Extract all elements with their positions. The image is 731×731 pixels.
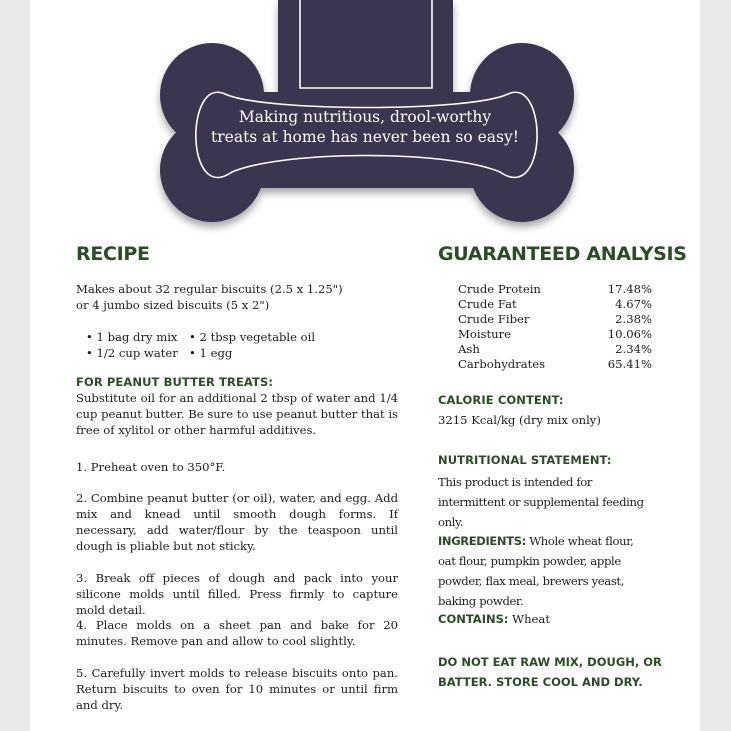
ingredients-block (438, 531, 653, 611)
contains-text: Wheat (512, 612, 550, 626)
recipe-heading: RECIPE (76, 243, 150, 265)
analysis-label: Crude Fiber (458, 312, 530, 326)
analysis-table (458, 282, 652, 372)
calorie-heading: CALORIE CONTENT: (438, 393, 564, 407)
yield-line-2: or 4 jumbo sized biscuits (5 x 2") (76, 298, 270, 312)
analysis-label: Ash (458, 342, 480, 356)
step-4: 4. Place molds on a sheet pan and bake for 20 minutes. Remove pan and allow to cool slightly. (76, 618, 398, 648)
analysis-value: 2.34% (615, 342, 652, 356)
ingredient-row (86, 345, 315, 361)
storage-warning (438, 652, 678, 692)
calorie-text: 3215 Kcal/kg (dry mix only) (438, 413, 601, 427)
peanut-butter-text: Substitute oil for an additional 2 tbsp of water and 1/4 cup peanut butter. Be sure to use peanut butter that is free of xylitol or other harmful additives. (76, 391, 398, 437)
peanut-butter-heading: FOR PEANUT BUTTER TREATS: (76, 375, 274, 389)
analysis-value: 65.41% (607, 357, 652, 371)
analysis-row (458, 357, 652, 372)
ingredient-item: • 2 tbsp vegetable oil (189, 330, 316, 344)
nutritional-heading: NUTRITIONAL STATEMENT: (438, 453, 612, 467)
yield-line-1: Makes about 32 regular biscuits (2.5 x 1.25") (76, 282, 343, 296)
ingredient-item: • 1 egg (189, 346, 233, 360)
analysis-row (458, 342, 652, 357)
step-1: 1. Preheat oven to 350°F. (76, 460, 226, 474)
recipe-yield (76, 281, 398, 313)
nutritional-text: This product is intended for intermittent or supplemental feeding only. (438, 475, 644, 529)
analysis-value: 4.67% (615, 297, 652, 311)
analysis-value: 10.06% (607, 327, 652, 341)
warning-line-2: BATTER. STORE COOL AND DRY. (438, 675, 643, 689)
ingredient-list (86, 329, 315, 361)
tagline-line-1: Making nutritious, drool-worthy (238, 108, 492, 126)
analysis-value: 17.48% (607, 282, 652, 296)
analysis-label: Moisture (458, 327, 512, 341)
analysis-label: Crude Fat (458, 297, 517, 311)
analysis-row (458, 297, 652, 312)
tagline (205, 107, 525, 147)
analysis-row (458, 327, 652, 342)
analysis-label: Carbohydrates (458, 357, 546, 371)
contains-heading: CONTAINS: (438, 612, 509, 626)
warning-line-1: DO NOT EAT RAW MIX, DOUGH, OR (438, 655, 662, 669)
step-2: 2. Combine peanut butter (or oil), water, and egg. Add mix and knead until smooth dough forms. If necessary, add water/flour by the teaspoon until dough is pliable but not sticky. (76, 491, 398, 553)
step-3: 3. Break off pieces of dough and pack into your silicone molds until filled. Press firmly to capture mold detail. (76, 571, 398, 617)
tagline-line-2: treats at home has never been so easy! (211, 128, 519, 146)
analysis-value: 2.38% (615, 312, 652, 326)
ingredient-item: • 1 bag dry mix (86, 330, 178, 344)
step-5: 5. Carefully invert molds to release biscuits onto pan. Return biscuits to oven for 10 minutes or until firm and dry. (76, 666, 398, 712)
analysis-heading: GUARANTEED ANALYSIS (438, 243, 687, 265)
analysis-row (458, 282, 652, 297)
ingredients-text: Whole wheat flour, oat flour, pumpkin powder, apple powder, flax meal, brewers yeast, baking powder. (438, 534, 634, 608)
analysis-row (458, 312, 652, 327)
contains-block (438, 611, 660, 627)
ingredient-item: • 1/2 cup water (86, 346, 178, 360)
ingredients-heading: INGREDIENTS: (438, 534, 526, 548)
analysis-label: Crude Protein (458, 282, 541, 296)
ingredient-row (86, 329, 315, 345)
